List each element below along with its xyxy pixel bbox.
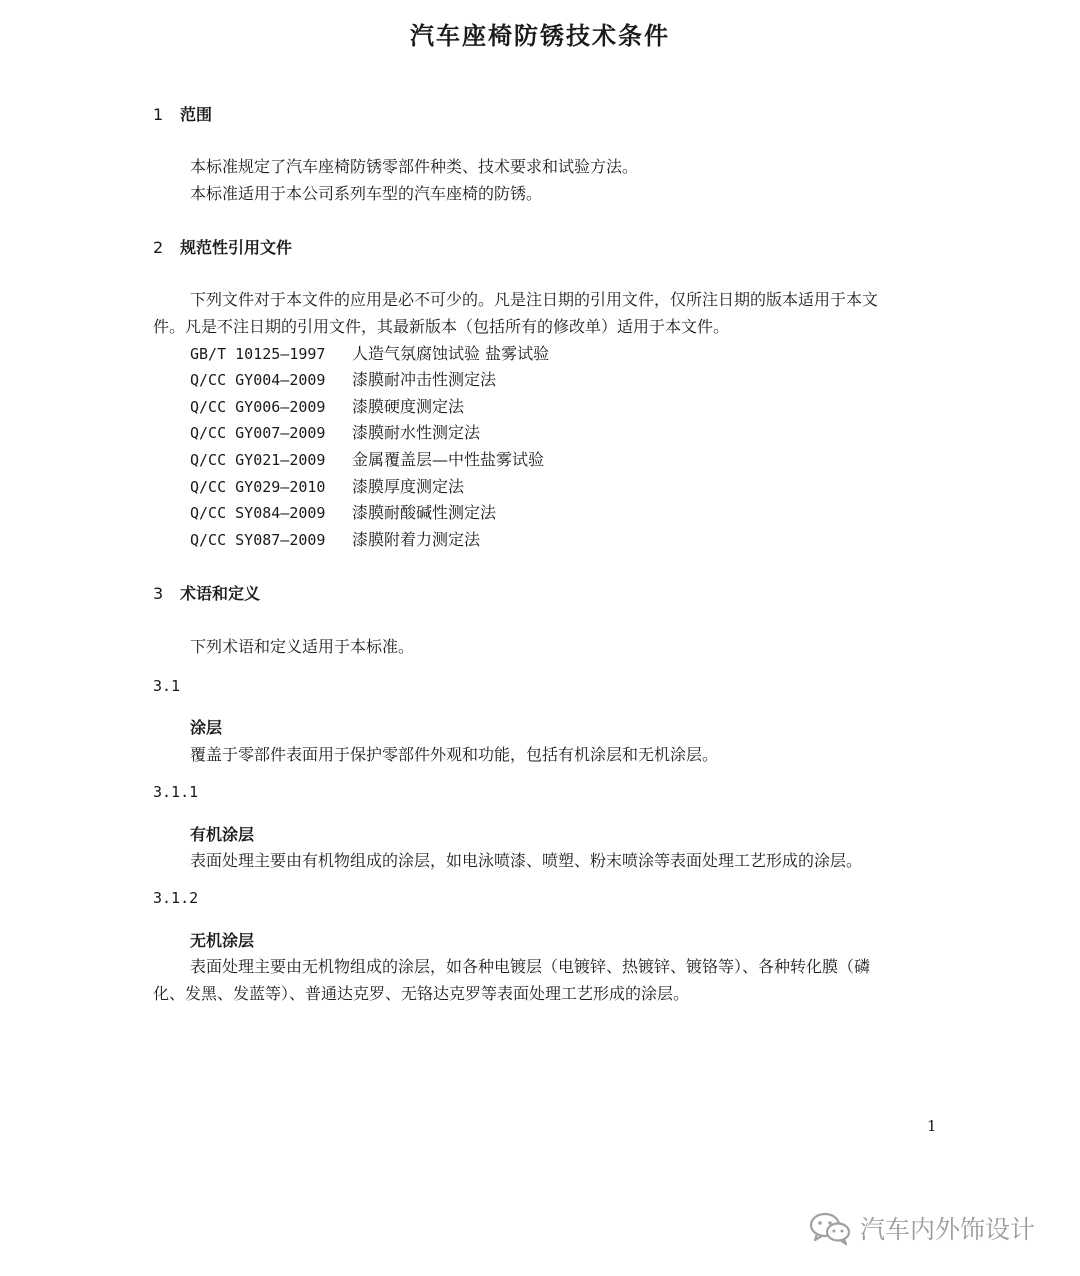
reference-item: [190, 447, 544, 470]
watermark-text: 汽车内外饰设计: [860, 1215, 1036, 1244]
term-definition: 覆盖于零部件表面用于保护零部件外观和功能，包括有机涂层和无机涂层。: [190, 745, 719, 764]
reference-item: [190, 394, 464, 417]
clause-number: 3.1.1: [153, 783, 199, 801]
reference-item: [190, 500, 496, 523]
reference-code: Q/CC GY007—2009: [190, 424, 326, 442]
section-2-heading: [153, 235, 292, 258]
reference-item: [190, 420, 480, 443]
reference-title: 金属覆盖层—中性盐雾试验: [352, 450, 545, 469]
wechat-icon: [808, 1210, 852, 1246]
reference-title: 漆膜耐冲击性测定法: [352, 370, 497, 389]
reference-code: GB/T 10125—1997: [190, 345, 326, 363]
section-number: 3: [153, 584, 164, 603]
term-definition: 化、发黑、发蓝等）、普通达克罗、无铬达克罗等表面处理工艺形成的涂层。: [153, 984, 690, 1003]
term-heading: 无机涂层: [190, 931, 255, 950]
reference-code: Q/CC GY006—2009: [190, 398, 326, 416]
section-3-heading: [153, 581, 260, 604]
reference-title: 人造气氛腐蚀试验 盐雾试验: [352, 344, 550, 363]
reference-code: Q/CC GY004—2009: [190, 371, 326, 389]
paragraph: 件。凡是不注日期的引用文件，其最新版本（包括所有的修改单）适用于本文件。: [153, 317, 730, 336]
document-title: 汽车座椅防锈技术条件: [410, 22, 670, 50]
section-number: 1: [153, 105, 164, 124]
reference-code: Q/CC GY021—2009: [190, 451, 326, 469]
paragraph: 本标准适用于本公司系列车型的汽车座椅的防锈。: [190, 184, 543, 203]
section-title: 规范性引用文件: [180, 238, 293, 257]
term-definition: 表面处理主要由有机物组成的涂层，如电泳喷漆、喷塑、粉末喷涂等表面处理工艺形成的涂层。: [190, 851, 863, 870]
section-1-heading: [153, 102, 212, 125]
reference-title: 漆膜硬度测定法: [352, 397, 465, 416]
term-definition: 表面处理主要由无机物组成的涂层，如各种电镀层（电镀锌、热镀锌、镀铬等）、各种转化膜（磷: [190, 957, 871, 976]
section-number: 2: [153, 238, 164, 257]
reference-code: Q/CC SY084—2009: [190, 504, 326, 522]
paragraph: 本标准规定了汽车座椅防锈零部件种类、技术要求和试验方法。: [190, 157, 639, 176]
reference-title: 漆膜附着力测定法: [352, 530, 481, 549]
reference-title: 漆膜耐酸碱性测定法: [352, 503, 497, 522]
term-heading: 涂层: [190, 718, 223, 737]
watermark: [808, 1208, 1035, 1248]
reference-item: [190, 474, 464, 497]
reference-code: Q/CC GY029—2010: [190, 478, 326, 496]
section-title: 范围: [180, 105, 213, 124]
paragraph: 下列文件对于本文件的应用是必不可少的。凡是注日期的引用文件，仅所注日期的版本适用于本文: [190, 290, 879, 309]
clause-number: 3.1: [153, 677, 181, 695]
reference-code: Q/CC SY087—2009: [190, 531, 326, 549]
reference-item: [190, 527, 480, 550]
clause-number: 3.1.2: [153, 889, 199, 907]
reference-title: 漆膜耐水性测定法: [352, 423, 481, 442]
term-heading: 有机涂层: [190, 825, 255, 844]
page-number: 1: [927, 1117, 937, 1135]
section-title: 术语和定义: [180, 584, 261, 603]
paragraph: 下列术语和定义适用于本标准。: [190, 637, 415, 656]
reference-item: [190, 341, 549, 364]
reference-title: 漆膜厚度测定法: [352, 477, 465, 496]
reference-item: [190, 367, 496, 390]
